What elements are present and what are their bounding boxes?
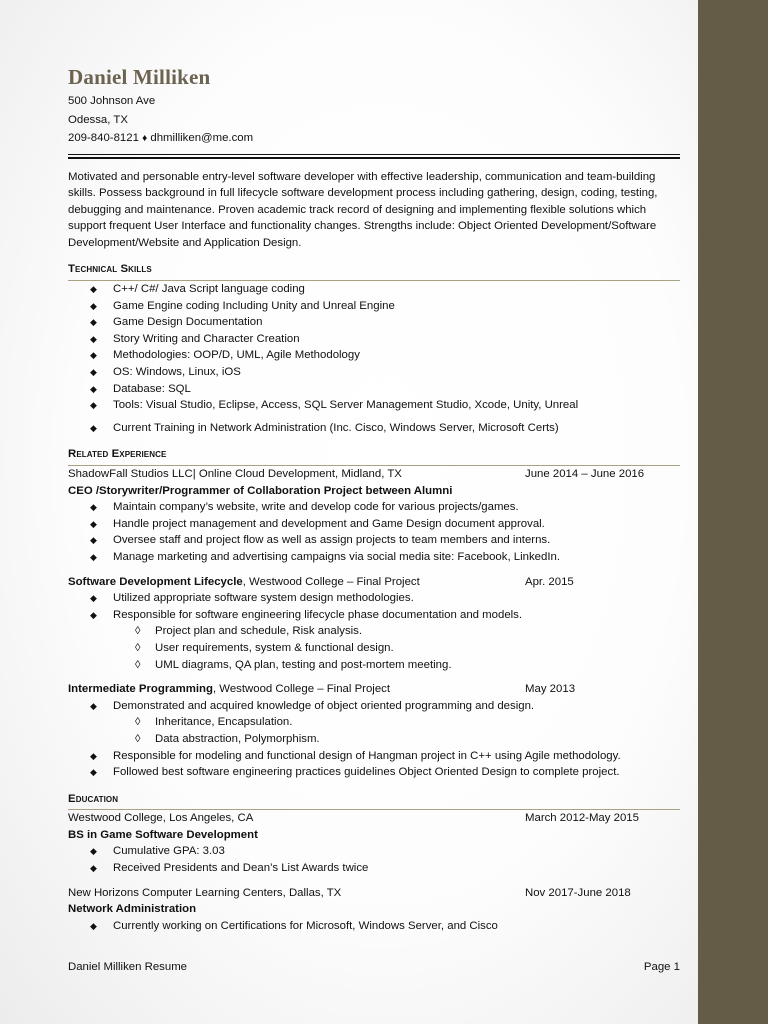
project-subtitle: , Westwood College – Final Project [242, 575, 420, 588]
footer-page-number: Page 1 [643, 961, 680, 973]
bullet-diamond-icon: ◆ [90, 767, 97, 778]
list-item [90, 698, 680, 748]
separator-diamond: ♦ [142, 133, 148, 144]
project-dates: Apr. 2015 [525, 575, 574, 588]
bullet-diamond-icon: ◆ [90, 317, 97, 328]
section-heading-education: Education [68, 791, 680, 811]
list-item-text: Tools: Visual Studio, Eclipse, Access, SQL Server Management Studio, Xcode, Unity, Unreal [113, 399, 579, 412]
side-accent-strip [698, 0, 768, 1024]
sub-list-item [135, 657, 680, 674]
address-line-1: 500 Johnson Ave [68, 95, 156, 107]
list-item [90, 607, 680, 673]
school-header-row [68, 810, 680, 827]
sub-bullet-diamond-outline-icon: ◊ [135, 716, 141, 729]
resume-name: Daniel Milliken [68, 65, 211, 89]
list-item [90, 748, 680, 765]
list-item-text: Oversee staff and project flow as well as assign projects to team members and interns. [113, 534, 551, 547]
job-dates: June 2014 – June 2016 [525, 468, 645, 480]
school-dates: March 2012-May 2015 [525, 812, 639, 825]
list-item-text: Demonstrated and acquired knowledge of object oriented programming and design. [113, 699, 535, 712]
project-title: Software Development Lifecycle [68, 575, 243, 588]
bullet-diamond-icon: ◆ [90, 400, 97, 411]
list-item-text: Methodologies: OOP/D, UML, Agile Methodology [113, 349, 360, 362]
project-heading [68, 574, 525, 591]
education-details-list [68, 918, 680, 935]
job-header-row [68, 466, 680, 483]
section-heading-related-experience: Related Experience [68, 446, 680, 466]
sub-item-text: Project plan and schedule, Risk analysis. [155, 625, 363, 638]
job-duties-list [68, 499, 680, 565]
project-list [68, 590, 680, 673]
job-title: CEO /Storywriter/Programmer of Collaboration Project between Alumni [68, 484, 453, 497]
list-item [90, 764, 680, 781]
list-item [90, 516, 680, 533]
list-item [90, 843, 680, 860]
degree-title: BS in Game Software Development [68, 828, 258, 841]
list-item [90, 860, 680, 877]
bullet-diamond-icon: ◆ [90, 920, 97, 931]
degree-title: Network Administration [68, 903, 197, 916]
school-name: New Horizons Computer Learning Centers, Dallas, TX [68, 886, 342, 899]
address-line-2: Odessa, TX [68, 113, 128, 126]
contact-line [68, 129, 680, 149]
project-dates: May 2013 [525, 683, 576, 696]
email-address: dhmilliken@me.com [150, 132, 254, 144]
list-item-text: Story Writing and Character Creation [113, 332, 300, 345]
sub-list-item [135, 731, 680, 748]
resume-page [68, 64, 680, 934]
list-item-text: Followed best software engineering practices guidelines Object Oriented Design to complete project. [113, 766, 620, 779]
bullet-diamond-icon: ◆ [90, 518, 97, 529]
list-item [90, 381, 680, 398]
header-rule [68, 154, 680, 159]
sub-list-item [135, 623, 680, 640]
list-item-text: Game Engine coding Including Unity and Unreal Engine [113, 299, 395, 312]
section-heading-technical-skills: Technical Skills [68, 261, 680, 281]
bullet-diamond-icon: ◆ [90, 551, 97, 562]
technical-skills-list [68, 281, 680, 436]
bullet-diamond-icon: ◆ [90, 300, 97, 311]
sub-list [113, 714, 680, 747]
list-item-text: Current Training in Network Administration (Inc. Cisco, Windows Server, Microsoft Certs) [113, 421, 559, 434]
bullet-diamond-icon: ◆ [90, 333, 97, 344]
project-heading [68, 681, 525, 698]
bullet-diamond-icon: ◆ [90, 350, 97, 361]
list-item-text: Responsible for software engineering lifecycle phase documentation and models. [113, 608, 523, 621]
sub-list-item [135, 640, 680, 657]
sub-item-text: Inheritance, Encapsulation. [155, 716, 293, 729]
bullet-diamond-icon: ◆ [90, 609, 97, 620]
sub-bullet-diamond-outline-icon: ◊ [135, 732, 141, 745]
footer-document-title: Daniel Milliken Resume [68, 961, 188, 973]
list-item-text: Game Design Documentation [113, 316, 263, 329]
sub-bullet-diamond-outline-icon: ◊ [135, 625, 141, 638]
list-item-text: Cumulative GPA: 3.03 [113, 845, 225, 858]
school-header-row [68, 885, 680, 902]
bullet-diamond-icon: ◆ [90, 422, 97, 433]
phone-number: 209-840-8121 [68, 132, 139, 144]
list-item-text: Utilized appropriate software system design methodologies. [113, 592, 414, 605]
project-list [68, 698, 680, 781]
list-item [90, 331, 680, 348]
page-footer [68, 961, 680, 973]
project-header-row [68, 681, 680, 698]
bullet-diamond-icon: ◆ [90, 383, 97, 394]
list-item [90, 532, 680, 549]
sub-item-text: UML diagrams, QA plan, testing and post-mortem meeting. [155, 658, 452, 671]
list-item [90, 549, 680, 566]
list-item [90, 298, 680, 315]
bullet-diamond-icon: ◆ [90, 700, 97, 711]
project-title: Intermediate Programming [68, 683, 213, 696]
project-subtitle: , Westwood College – Final Project [212, 683, 391, 696]
sub-list-item [135, 714, 680, 731]
list-item [90, 397, 680, 414]
bullet-diamond-icon: ◆ [90, 502, 97, 513]
sub-list [113, 623, 680, 673]
sub-bullet-diamond-outline-icon: ◊ [135, 658, 141, 671]
list-item-text: C++/ C#/ Java Script language coding [113, 283, 305, 296]
list-item [90, 364, 680, 381]
bullet-diamond-icon: ◆ [90, 750, 97, 761]
list-item [90, 420, 680, 437]
summary-paragraph: Motivated and personable entry-level software developer with effective leadership, communication and team-building skills. Possess background in full lifecycle software development process including gathering, design, coding, testing, debugging and maintenance. Proven academic track record of designing and implementing flexible solutions which support frequent User Interface and functionality changes. Strengths include: Object Oriented Development/Software Development/Website and Application Design. [68, 170, 658, 249]
list-item [90, 281, 680, 298]
list-item-text: Handle project management and development and Game Design document approval. [113, 517, 545, 530]
bullet-diamond-icon: ◆ [90, 284, 97, 295]
bullet-diamond-icon: ◆ [90, 535, 97, 546]
bullet-diamond-icon: ◆ [90, 593, 97, 604]
list-item-text: Received Presidents and Dean’s List Awards twice [113, 862, 369, 875]
sub-item-text: User requirements, system & functional design. [155, 641, 394, 654]
sub-bullet-diamond-outline-icon: ◊ [135, 641, 141, 654]
list-item-text: Database: SQL [113, 382, 191, 395]
sub-item-text: Data abstraction, Polymorphism. [155, 732, 320, 745]
list-item-text: Currently working on Certifications for Microsoft, Windows Server, and Cisco [113, 919, 498, 932]
list-item [90, 314, 680, 331]
list-item-text: Responsible for modeling and functional design of Hangman project in C++ using Agile methodology. [113, 749, 621, 762]
project-header-row [68, 574, 680, 591]
list-item [90, 347, 680, 364]
list-item-text: Manage marketing and advertising campaigns via social media site: Facebook, LinkedIn. [113, 550, 561, 563]
list-item-text: Maintain company’s website, write and develop code for various projects/games. [113, 501, 519, 514]
list-item [90, 918, 680, 935]
school-name: Westwood College, Los Angeles, CA [68, 812, 254, 825]
bullet-diamond-icon: ◆ [90, 846, 97, 857]
list-item [90, 590, 680, 607]
bullet-diamond-icon: ◆ [90, 367, 97, 378]
school-dates: Nov 2017-June 2018 [525, 886, 631, 899]
bullet-diamond-icon: ◆ [90, 863, 97, 874]
job-organization: ShadowFall Studios LLC| Online Cloud Development, Midland, TX [68, 468, 402, 480]
list-item-text: OS: Windows, Linux, iOS [113, 366, 241, 379]
list-item [90, 499, 680, 516]
education-details-list [68, 843, 680, 876]
